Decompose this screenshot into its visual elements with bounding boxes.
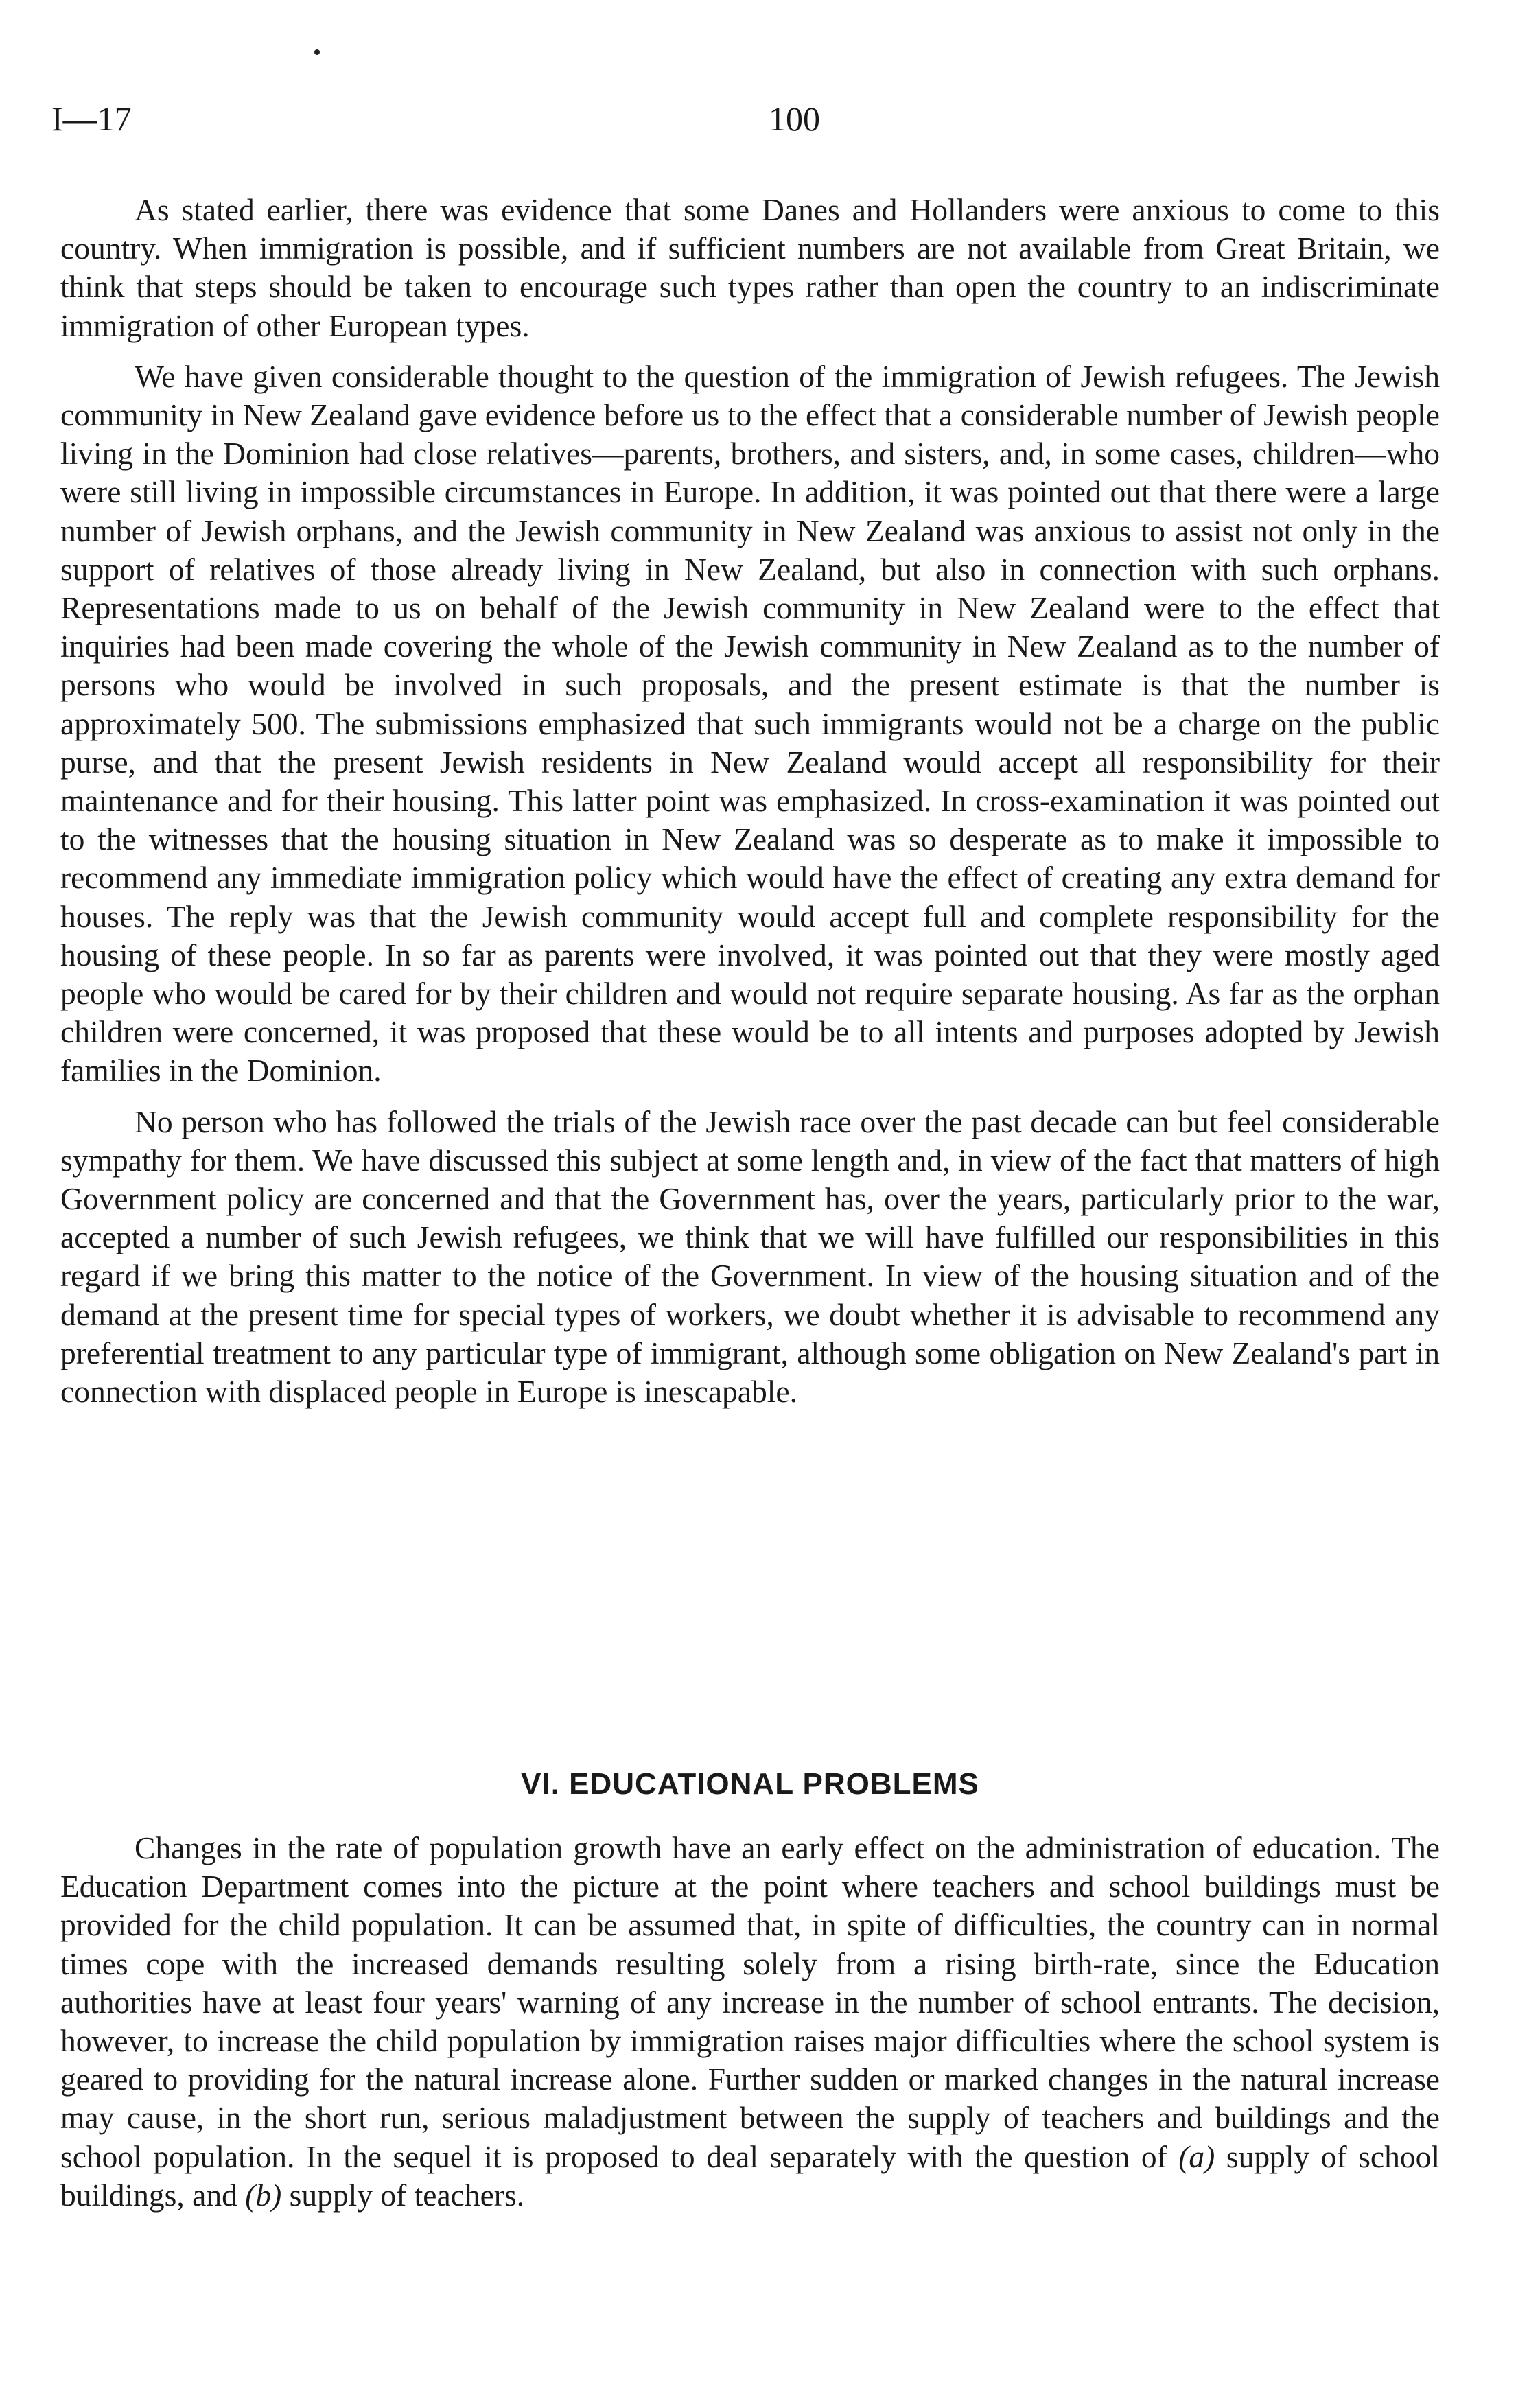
paragraph-jewish-refugees: We have given considerable thought to the question of the immigration of Jewish refugees. The Jewish community in New Zealand gave evidence before us to the effect that a considerable number of Jewish people living in the Dominion had close relatives—parents, brothers, and sisters, and, in some cases, children—who were still living in impossible circumstances in Europe. In addition, it was pointed out that there were a large number of Jewish orphans, and the Jewish community in New Zealand was anxious to assist not only in the support of relatives of those already living in New Zealand, but also in connection with such orphans. Representations made to us on behalf of the Jewish community in New Zealand were to the effect that inquiries had been made covering the whole of the Jewish community in New Zealand as to the number of persons who would be involved in such proposals, and the present estimate is that the number is approximately 500. The submissions emphasized that such immigrants would not be a charge on the public purse, and that the present Jewish residents in New Zealand would accept all responsibility for their maintenance and for their housing. This latter point was emphasized. In cross-examination it was pointed out to the witnesses that the housing situation in New Zealand was so desperate as to make it impossible to recommend any immediate immigration policy which would have the effect of creating any extra demand for houses. The reply was that the Jewish community would accept full and complete responsibility for the housing of these people. In so far as parents were involved, it was pointed out that they were mostly aged people who would be cared for by their children and would not require separate housing. As far as the orphan children were concerned, it was proposed that these would be to all intents and purposes adopted by Jewish families in the Dominion. [60, 358, 1440, 1088]
paragraph-educational-problems [60, 1829, 1440, 2215]
print-speck [314, 49, 320, 55]
report-reference: I—17 [51, 100, 132, 138]
body-text [60, 191, 1440, 1411]
item-a-label: (a) [1178, 2138, 1215, 2174]
paragraph-sympathy: No person who has followed the trials of the Jewish race over the past decade can but feel considerable sympathy for them. We have discussed this subject at some length and, in view of the fact that matters of high Government policy are concerned and that the Government has, over the years, particularly prior to the war, accepted a number of such Jewish refugees, we think that we will have fulfilled our responsibilities in this regard if we bring this matter to the notice of the Government. In view of the housing situation and of the demand at the present time for special types of workers, we doubt whether it is advisable to recommend any preferential treatment to any particular type of immigrant, although some obligation on New Zealand's part in connection with displaced people in Europe is inescapable. [60, 1104, 1440, 1410]
paragraph-start: Changes in the rate of population growth have an early effect on the administration of education. The Education Department comes into the picture at the point where teachers and school buildings must be provided for the child population. It can be assumed that, in spite of difficulties, the country can in normal times cope with the increased demands resulting solely from a rising birth-rate, since the Education authorities have at least four years' warning of any increase in the number of school entrants. The decision, however, to increase the child population by immigration raises major difficulties where the school system is geared to providing for the natural increase alone. Further sudden or marked changes in the natural increase may cause, in the short run, serious maladjustment between the supply of teachers and buildings and the school population. In the sequel it is proposed to deal separately with the question of [60, 1830, 1440, 2174]
page-number: 100 [769, 100, 820, 138]
paragraph-immigration-types: As stated earlier, there was evidence that some Danes and Hollanders were anxious to come to this country. When immigration is possible, and if sufficient numbers are not available from Great Britain, we think that steps should be taken to encourage such types rather than open the country to an indiscriminate immigration of other European types. [60, 192, 1440, 343]
item-b-text: supply of teachers. [289, 2177, 525, 2213]
section-body [60, 1829, 1440, 2215]
section-heading: VI. EDUCATIONAL PROBLEMS [521, 1767, 979, 1801]
item-a-text: supply of school buildings, and [60, 2138, 1440, 2213]
item-b-label: (b) [245, 2177, 282, 2213]
page-header [51, 95, 1438, 143]
